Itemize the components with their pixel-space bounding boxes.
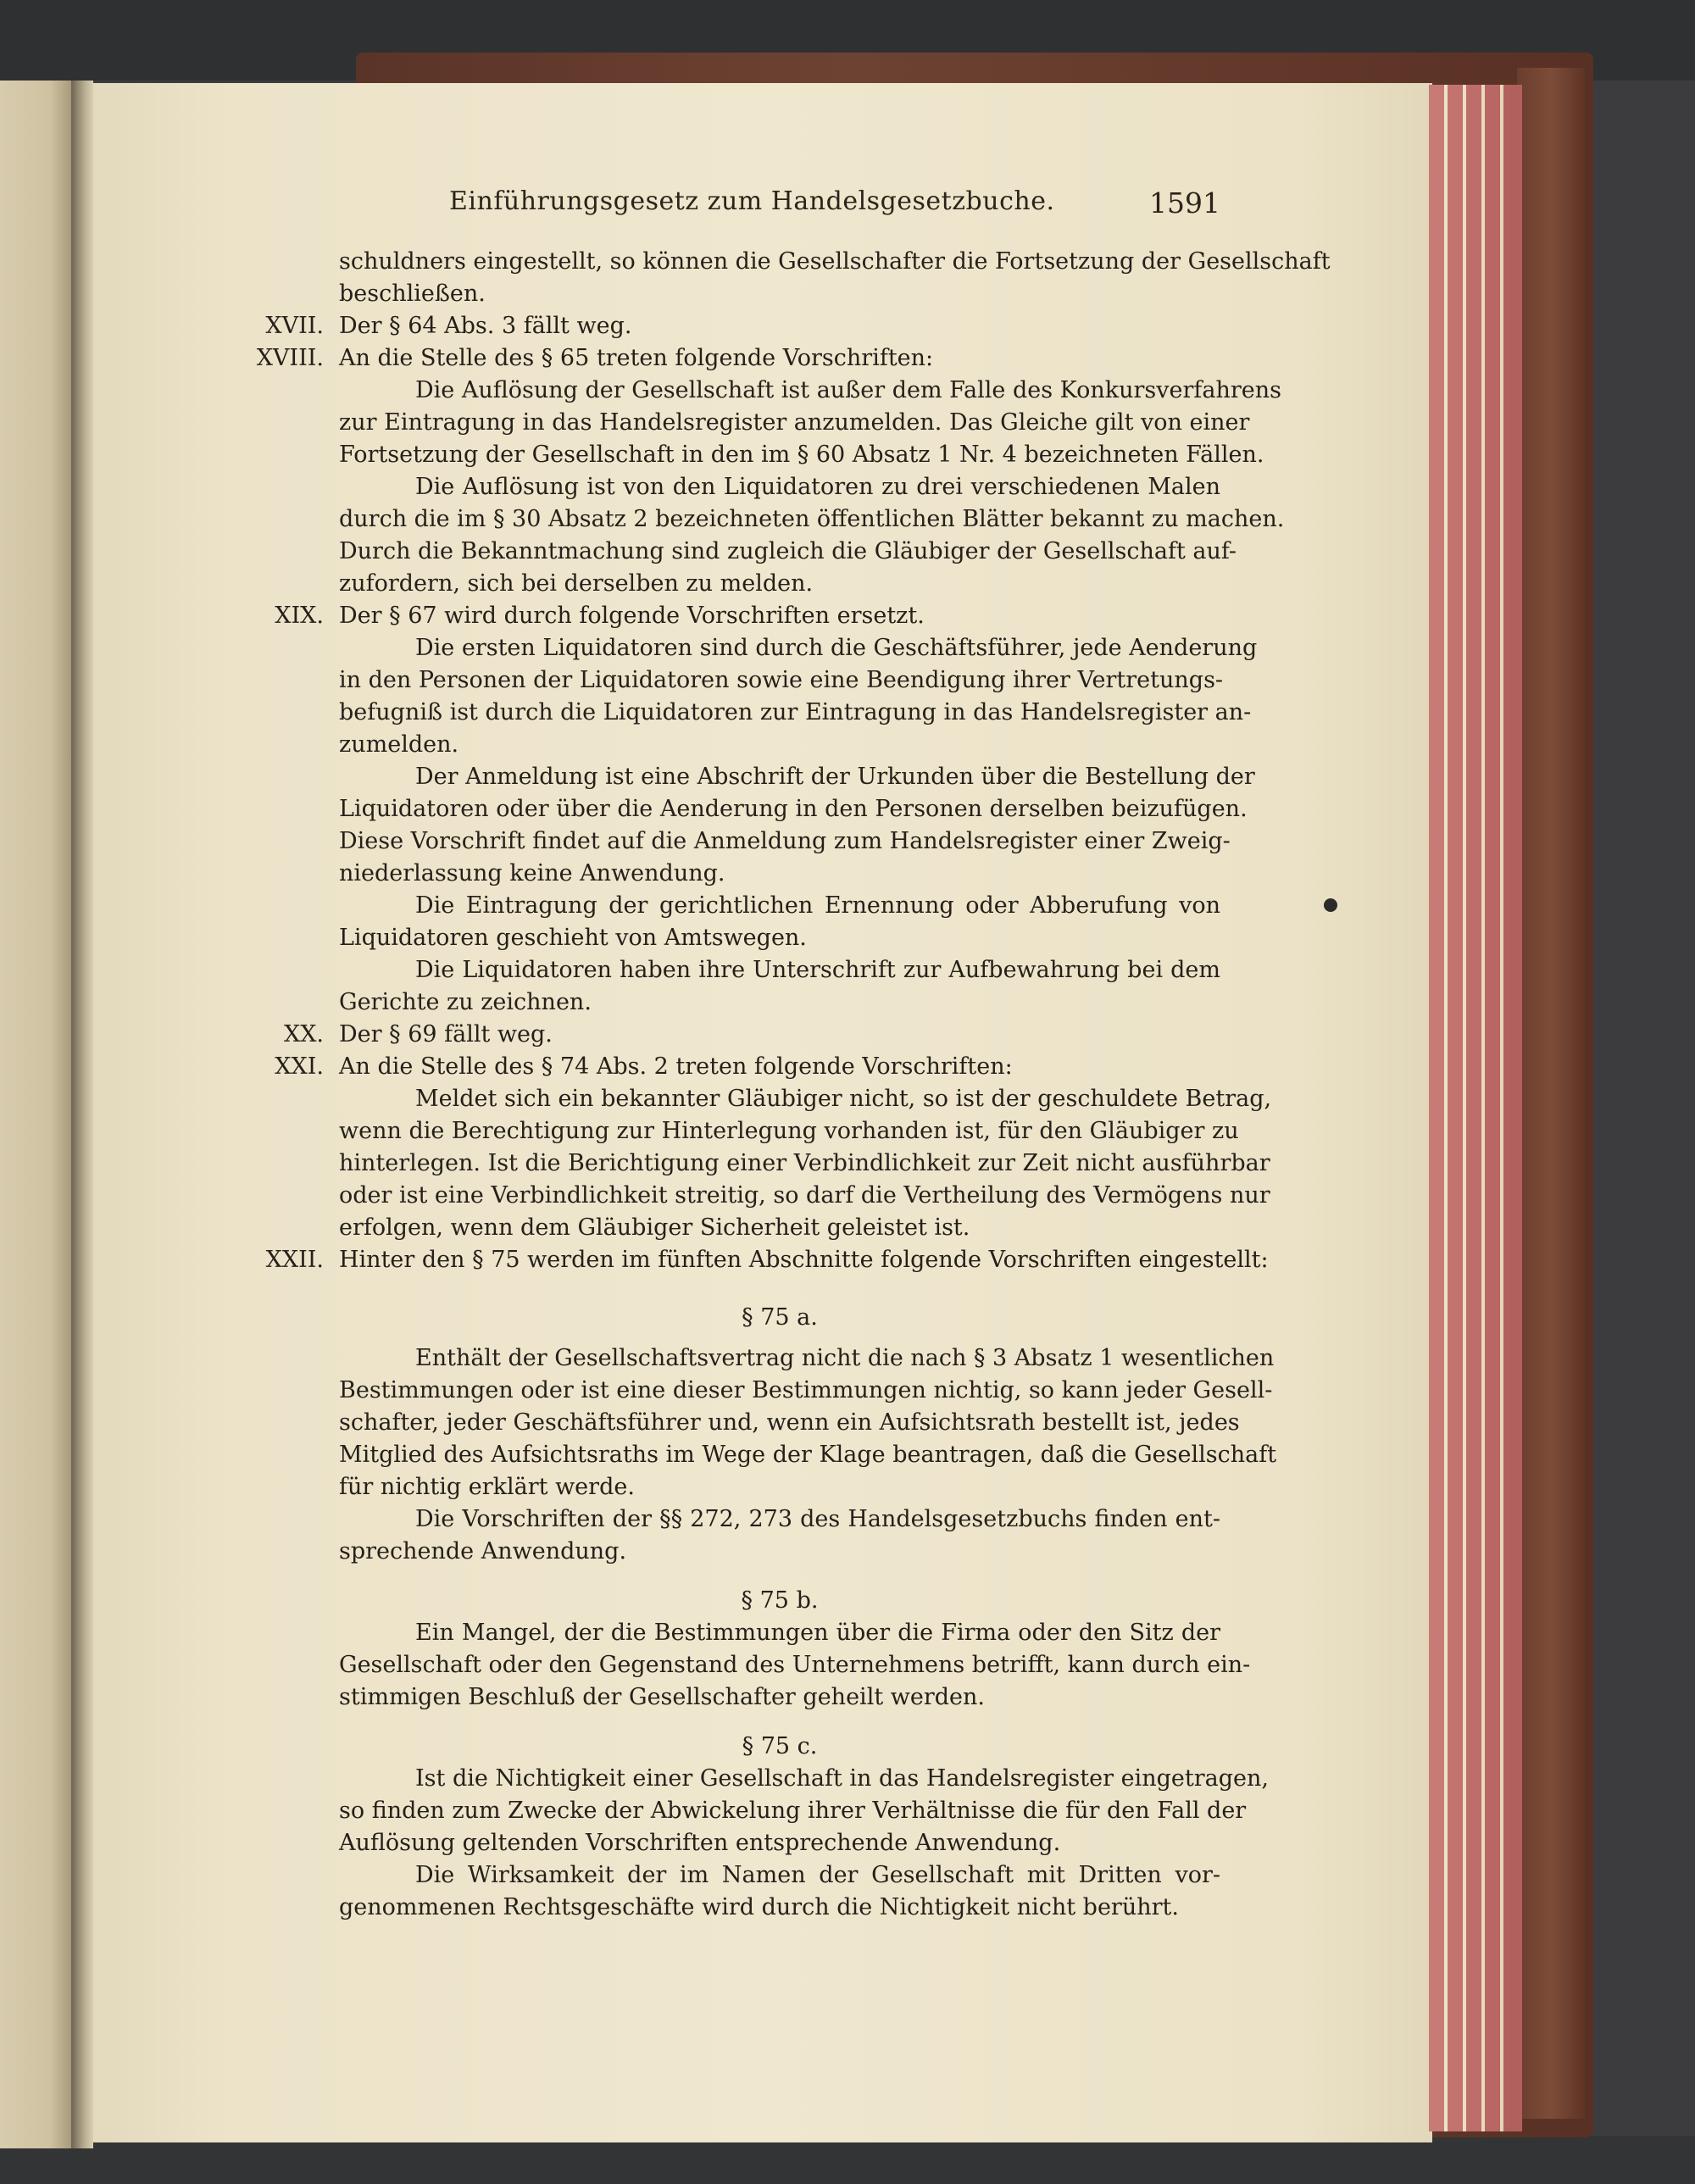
text-line: Auflösung geltenden Vorschriften entsprechende Anwendung. — [339, 1830, 1061, 1856]
text-line: Der § 67 wird durch folgende Vorschriften ersetzt. — [339, 603, 925, 629]
text-line: An die Stelle des § 74 Abs. 2 treten folgende Vorschriften: — [339, 1053, 1013, 1080]
text-line: Der § 64 Abs. 3 fällt weg. — [339, 313, 632, 339]
paragraph-heading: § 75 c. — [742, 1733, 818, 1759]
text-line: schafter, jeder Geschäftsführer und, wenn ein Aufsichtsrath bestellt ist, jedes — [339, 1409, 1240, 1436]
paragraph-heading: § 75 b. — [741, 1587, 819, 1614]
text-line: durch die im § 30 Absatz 2 bezeichneten öffentlichen Blätter bekannt zu machen. — [339, 506, 1285, 532]
header-title: Einführungsgesetz zum Handelsgesetzbuche. — [449, 186, 1055, 216]
text-line: stimmigen Beschluß der Gesellschafter geheilt werden. — [339, 1684, 985, 1710]
page-number: 1591 — [1149, 186, 1220, 220]
text-line: zufordern, sich bei derselben zu melden. — [339, 570, 814, 597]
text-line: Durch die Bekanntmachung sind zugleich die Gläubiger der Gesellschaft auf- — [339, 538, 1237, 564]
text-line: hinterlegen. Ist die Berichtigung einer Verbindlichkeit zur Zeit nicht ausführbar — [339, 1150, 1270, 1176]
paragraph-heading: § 75 a. — [742, 1304, 818, 1331]
text-line: sprechende Anwendung. — [339, 1538, 627, 1564]
text-line: An die Stelle des § 65 treten folgende Vorschriften: — [339, 345, 934, 371]
running-header — [339, 186, 1220, 220]
section-number: XVIII. — [256, 345, 324, 371]
section-number: XIX. — [275, 603, 324, 629]
text-line: schuldners eingestellt, so können die Gesellschafter die Fortsetzung der Gesellschaft — [339, 248, 1331, 275]
section-number: XX. — [283, 1021, 324, 1048]
book-gutter — [71, 81, 93, 2148]
text-line: zumelden. — [339, 731, 459, 758]
text-line: in den Personen der Liquidatoren sowie eine Beendigung ihrer Vertretungs- — [339, 667, 1224, 693]
text-line: Diese Vorschrift findet auf die Anmeldung zum Handelsregister einer Zweig- — [339, 828, 1231, 854]
text-line: befugniß ist durch die Liquidatoren zur Eintragung in das Handelsregister an- — [339, 699, 1252, 725]
text-line: Gerichte zu zeichnen. — [339, 989, 592, 1015]
text-line: Hinter den § 75 werden im fünften Abschnitte folgende Vorschriften eingestellt: — [339, 1247, 1269, 1273]
text-line: Enthält der Gesellschaftsvertrag nicht die nach § 3 Absatz 1 wesentlichen — [415, 1345, 1275, 1371]
text-line: Der Anmeldung ist eine Abschrift der Urkunden über die Bestellung der — [415, 764, 1255, 790]
text-line: Der § 69 fällt weg. — [339, 1021, 553, 1048]
page-edges — [1429, 85, 1534, 2131]
text-line: Die Auflösung der Gesellschaft ist außer dem Falle des Konkursverfahrens — [415, 377, 1282, 403]
text-line: Gesellschaft oder den Gegenstand des Unternehmens betrifft, kann durch ein- — [339, 1652, 1251, 1678]
text-line: für nichtig erklärt werde. — [339, 1474, 635, 1500]
text-line: niederlassung keine Anwendung. — [339, 860, 725, 886]
section-number: XXI. — [275, 1053, 324, 1080]
text-line: erfolgen, wenn dem Gläubiger Sicherheit geleistet ist. — [339, 1214, 970, 1241]
text-line: Die ersten Liquidatoren sind durch die Geschäftsführer, jede Aenderung — [415, 635, 1258, 661]
text-line: wenn die Berechtigung zur Hinterlegung vorhanden ist, für den Gläubiger zu — [339, 1118, 1239, 1144]
text-line: zur Eintragung in das Handelsregister anzumelden. Das Gleiche gilt von einer — [339, 409, 1250, 436]
text-line: oder ist eine Verbindlichkeit streitig, so darf die Vertheilung des Vermögens nur — [339, 1182, 1270, 1209]
text-line: Liquidatoren oder über die Aenderung in den Personen derselben beizufügen. — [339, 796, 1248, 822]
section-number: XVII. — [265, 313, 324, 339]
text-line: Die Vorschriften der §§ 272, 273 des Handelsgesetzbuchs finden ent- — [415, 1506, 1220, 1532]
text-line: Ist die Nichtigkeit einer Gesellschaft in das Handelsregister eingetragen, — [415, 1765, 1269, 1792]
text-line: beschließen. — [339, 281, 486, 307]
text-line: Ein Mangel, der die Bestimmungen über die Firma oder den Sitz der — [415, 1620, 1220, 1646]
text-line: Die Liquidatoren haben ihre Unterschrift zur Aufbewahrung bei dem — [415, 957, 1220, 983]
text-line: Mitglied des Aufsichtsraths im Wege der Klage beantragen, daß die Gesellschaft — [339, 1442, 1277, 1468]
text-line: Liquidatoren geschieht von Amtswegen. — [339, 925, 807, 951]
background-bottom — [0, 2136, 1695, 2184]
text-line: Die Wirksamkeit der im Namen der Gesellschaft mit Dritten vor- — [415, 1862, 1220, 1888]
text-line: Fortsetzung der Gesellschaft in den im § 60 Absatz 1 Nr. 4 bezeichneten Fällen. — [339, 442, 1264, 468]
ink-dot — [1324, 898, 1337, 912]
section-number: XXII. — [265, 1247, 324, 1273]
text-line: Meldet sich ein bekannter Gläubiger nicht, so ist der geschuldete Betrag, — [415, 1086, 1272, 1112]
text-line: Bestimmungen oder ist eine dieser Bestimmungen nichtig, so kann jeder Gesell- — [339, 1377, 1273, 1403]
text-line: genommenen Rechtsgeschäfte wird durch die Nichtigkeit nicht berührt. — [339, 1894, 1179, 1920]
text-line: Die Eintragung der gerichtlichen Ernennung oder Abberufung von — [415, 892, 1220, 919]
text-line: Die Auflösung ist von den Liquidatoren zu drei verschiedenen Malen — [415, 474, 1220, 500]
left-page — [0, 81, 71, 2148]
text-line: so finden zum Zwecke der Abwickelung ihrer Verhältnisse die für den Fall der — [339, 1798, 1247, 1824]
